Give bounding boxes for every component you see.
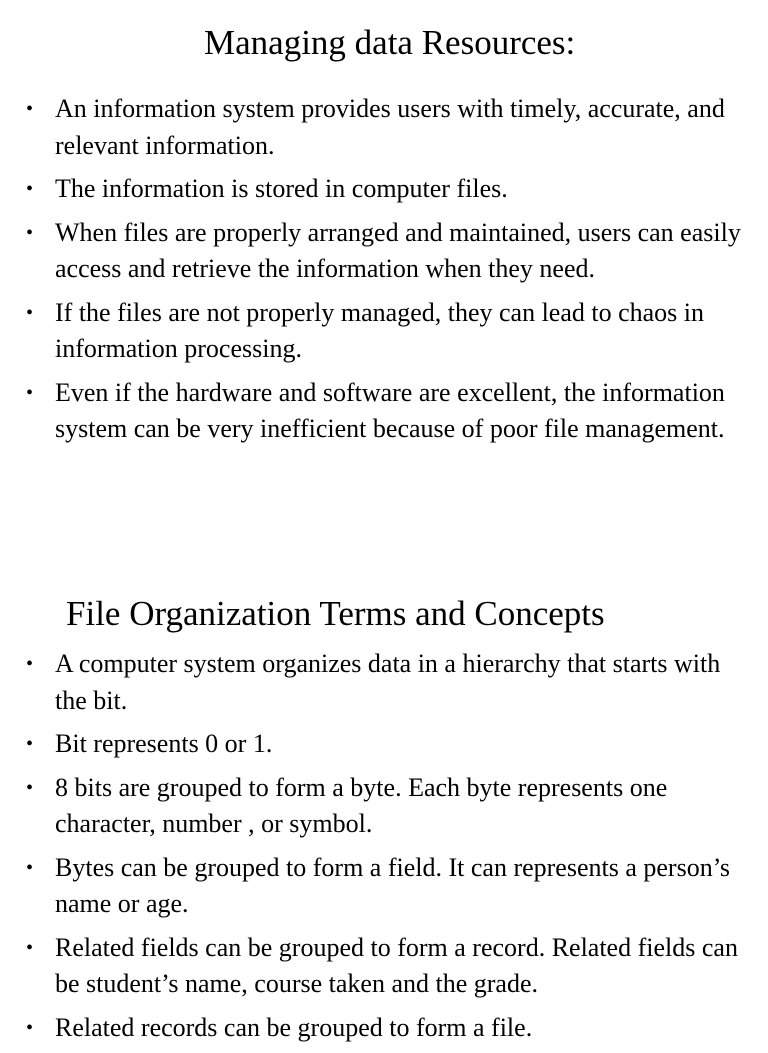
bullet-item: • Bytes can be grouped to form a field. It can represents a person’s name or age. xyxy=(0,850,768,923)
bullet-item: • Related fields can be grouped to form a record. Related fields can be student’s name, course taken and the grade. xyxy=(0,930,768,1003)
bullet-item: • The information is stored in computer files. xyxy=(0,171,768,208)
section-managing-data-resources xyxy=(0,22,768,455)
section-file-organization xyxy=(0,593,768,1053)
bullet-item: • 8 bits are grouped to form a byte. Each byte represents one character, number , or symbol. xyxy=(0,770,768,843)
bullet-item: • An information system provides users with timely, accurate, and relevant information. xyxy=(0,91,768,164)
bullet-item: • Related records can be grouped to form a file. xyxy=(0,1010,768,1047)
bullet-list xyxy=(0,646,768,1046)
bullet-item: • Bit represents 0 or 1. xyxy=(0,726,768,763)
section-heading: File Organization Terms and Concepts xyxy=(66,594,605,633)
bullet-item: • When files are properly arranged and maintained, users can easily access and retrieve the information when they need. xyxy=(0,215,768,288)
bullet-item: • A computer system organizes data in a hierarchy that starts with the bit. xyxy=(0,646,768,719)
bullet-list xyxy=(0,91,768,448)
bullet-item: • If the files are not properly managed, they can lead to chaos in information processing. xyxy=(0,295,768,368)
bullet-item: • Even if the hardware and software are excellent, the information system can be very inefficient because of poor file management. xyxy=(0,375,768,448)
section-heading: Managing data Resources: xyxy=(204,23,576,62)
